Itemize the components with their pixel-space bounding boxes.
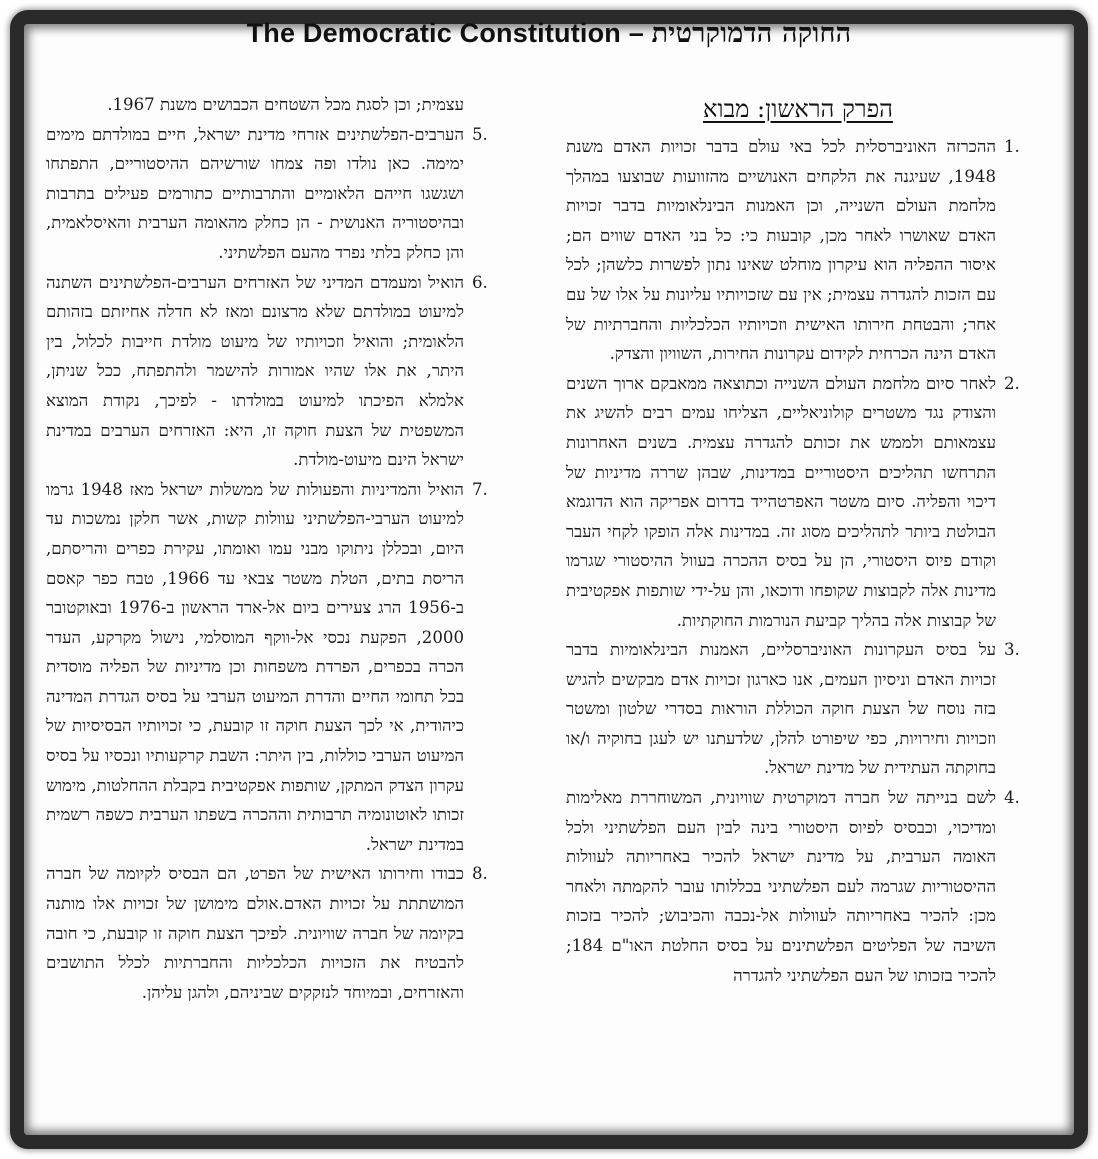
clause-text: לאחר סיום מלחמת העולם השנייה וכתוצאה ממאבקם ארוך השנים והצודק נגד משטרים קולוניאליים, הצליחו עמים רבים להשיג את עצמאותם ולממש את זכותם להגדרה עצמית. בשנים האחרונות התרחשו תהליכים היסטוריים במדינות, שבהן שררה מדיניות של דיכוי והפליה. סיום משטר האפרטהייד בדרום אפריקה הוא הדוגמא הבולטת ביותר לתהליכים מסוג זה. במדינות אלה הופקו לקחי העבר וקודם פיוס היסטורי, הן על בסיס ההכרה בעוול ההיסטורי שגרמו מדינות אלה לקבוצות שקופחו ודוכאו, והן על-ידי שותפות אפקטיבית של קבוצות אלה בהליך קביעת הנורמות החוקתיות. <box>566 373 996 630</box>
clause-number: 7. <box>472 479 488 499</box>
clause-3 <box>566 635 1030 783</box>
clause-number: 1. <box>1004 137 1020 156</box>
clause-2 <box>566 369 1030 635</box>
clause-number: 8. <box>472 864 488 884</box>
clause-8 <box>46 859 498 1007</box>
clause-number: 4. <box>1004 788 1020 808</box>
clause-number: 6. <box>472 272 488 292</box>
chapter-title: הפרק הראשון: מבוא <box>703 95 893 123</box>
clause-text: על בסיס העקרונות האוניברסליים, האמנות הבינלאומיות בדבר זכויות האדם וניסיון העמים, אנו כארגון זכויות אדם מבקשים להגיש בזה נוסח של הצעת חוקה הכוללת הוראות בסדרי שלטון ומשטר וזכויות וחירויות, כפי שיפורט להלן, שלדעתנו יש לעגן בחוקיה ו/או בחוקתה העתידית של מדינת ישראל. <box>566 640 996 778</box>
clause-1 <box>566 132 1030 369</box>
clause-text: הואיל והמדיניות והפעולות של ממשלות ישראל מאז 1948 גרמו למיעוט הערבי-הפלשתיני עוולות קשות, אשר חלקן נמשכות עד היום, ובכללן ניתוקו מבני עמו ואומתו, עקירת כפרים והריסתם, הריסת בתים, הטלת משטר צבאי עד 1966, טבח כפר קאסם ב-1956 הרג צעירים ביום אל-ארד הראשון ב-1976 ובאוקטובר 2000, הפקעת נכסי אל-ווקף המוסלמי, נישול מקרקע, העדר הכרה בכפרים, הפרדת משפחות וכן מדיניות של הפליה מוסדית בכל תחומי החיים והדרת המיעוט הערבי על בסיס הגדרת המדינה כיהודית, אי לכך הצעת חוקה זו קובעת, כי זכויותיו הבסיסיות של המיעוט הערבי כוללות, בין היתר: השבת קרקעותיו ונכסיו על בסיס עקרון הצדק המתקן, שותפות אפקטיבית בקבלת ההחלטות, מימוש זכותו לאוטונומיה תרבותית וההכרה בשפתו הערבית כשפה רשמית במדינת ישראל. <box>46 479 464 854</box>
clause-6 <box>46 268 498 475</box>
clause-number: 3. <box>1004 640 1020 660</box>
title-hebrew: החוקה הדמוקרטית <box>651 18 852 49</box>
clause-text: כבודו וחירותו האישית של הפרט, הם הבסיס לקיומה של חברה המושתתת על זכויות האדם.אולם מימושן של זכויות אלו מותנה בקיומה של חברה שוויונית. לפיכך הצעת חוקה זו קובעת, כי חובה להבטיח את הזכויות הכלכליות והחברתיות לכלל התושבים והאזרחים, ובמיוחד לנזקקים שביניהם, ולהגן עליהן. <box>46 864 464 1002</box>
clause-7 <box>46 475 498 860</box>
title-dash: – <box>628 18 644 48</box>
clause-text: הערבים-הפלשתינים אזרחי מדינת ישראל, חיים במולדתם מימים ימימה. כאן נולדו ופה צמחו שורשיהם ההיסטוריים, התפתחו ושגשגו חייהם הלאומיים והתרבותיים כתורמים פעילים בתרבות ובהיסטוריה האנושית - הן כחלק מהאומה הערבית והאיסלאמית, והן כחלק בלתי נפרד מהעם הפלשתיני. <box>46 124 464 262</box>
title-english: The Democratic Constitution <box>246 18 621 48</box>
clause-5 <box>46 120 498 268</box>
clause-4-continuation: עצמית; וכן לסגת מכל השטחים הכבושים משנת 1967. <box>107 95 464 114</box>
clause-text: הואיל ומעמדם המדיני של האזרחים הערבים-הפלשתינים השתנה למיעוט במולדתם שלא מרצונם ומאז לא חדלה אחיזתם בזהותם הלאומית; והואיל וזכויותיו של מיעוט מולדת חייבות לכלול, בין היתר, את אלו שהיו אמורות להישמר ולהתפתח, ככל שניתן, אלמלא הפיכתו למיעוט במולדתו - לפיכך, נקודת המוצא המשפטית של הצעת חוקה זו, היא: האזרחים הערבים במדינת ישראל הינם מיעוט-מולדת. <box>46 272 464 470</box>
clause-text: לשם בנייתה של חברה דמוקרטית שוויונית, המשוחררת מאלימות ומדיכוי, וכבסיס לפיוס היסטורי בינה לבין העם הפלשתיני ולכל האומה הערבית, על מדינת ישראל להכיר באחריותה לעוולות ההיסטוריות שגרמה לעם הפלשתיני בכללותו עובר להקמתה ולאחר מכן: להכיר באחריותה לעוולות אל-נכבה והכיבוש; להכיר בזכות השיבה של הפליטים הפלשתינים על בסיס החלטת האו"ם 184; להכיר בזכותו של העם הפלשתיני להגדרה <box>566 788 996 985</box>
right-column <box>566 90 1030 990</box>
document-title <box>0 18 1098 49</box>
clause-4 <box>566 783 1030 990</box>
clause-number: 5. <box>472 124 488 144</box>
clause-text: ההכרזה האוניברסלית לכל באי עולם בדבר זכויות האדם משנת 1948, שעיגנה את הלקחים האנושיים מהזוועות שבוצעו במהלך מלחמת העולם השנייה, וכן האמנות הבינלאומיות בדבר זכויות האדם שאושרו לאחר מכן, קובעות כי: כל בני האדם שווים הם; איסור ההפליה הוא עיקרון מוחלט שאינו נתון לפשרות כלשהן; לכל עם הזכות להגדרה עצמית; אין עם שזכויותיו עליונות על אלו של עם אחר; והבטחת חירותו האישית וזכויותיו הכלכליות והחברתיות של האדם הינה הכרחית לקידום עקרונות החירות, השוויון והצדק. <box>566 137 996 364</box>
left-column <box>46 90 498 1007</box>
clause-number: 2. <box>1004 373 1020 393</box>
